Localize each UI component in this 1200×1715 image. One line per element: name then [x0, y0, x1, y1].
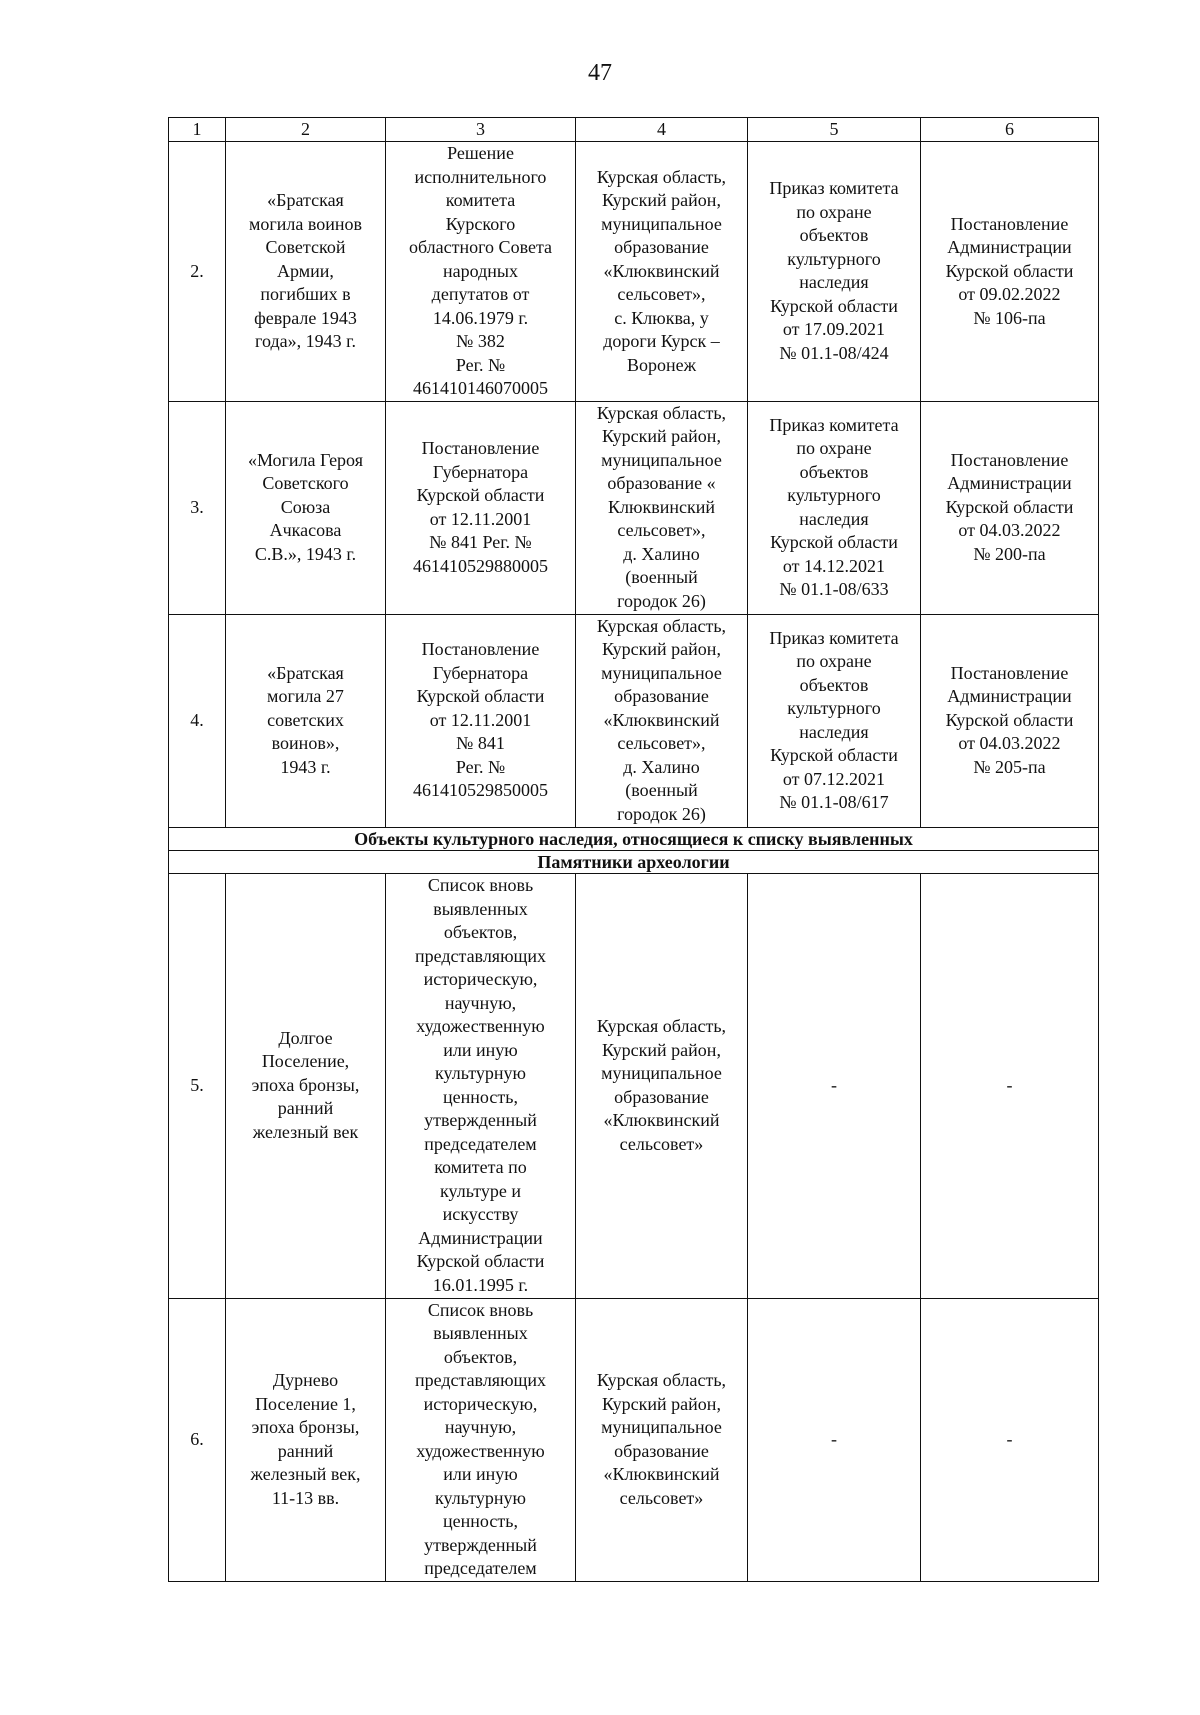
section-heading: Объекты культурного наследия, относящиеся к списку выявленных: [169, 827, 1099, 850]
object-name: «Братская могила 27 советских воинов», 1943 г.: [226, 614, 386, 827]
object-location: Курская область, Курский район, муниципальное образование « Клюквинский сельсовет», д. Халино (военный городок 26): [576, 401, 748, 614]
administration-resolution: Постановление Администрации Курской области от 09.02.2022 № 106-па: [921, 142, 1099, 402]
object-location: Курская область, Курский район, муниципальное образование «Клюквинский сельсовет»: [576, 873, 748, 1298]
table-row: [169, 614, 1099, 827]
page-number: 47: [588, 60, 612, 86]
committee-order: -: [748, 1298, 921, 1581]
registration-decision: Постановление Губернатора Курской области от 12.11.2001 № 841 Рег. № 461410529880005: [386, 401, 576, 614]
committee-order: Приказ комитета по охране объектов культурного наследия Курской области от 14.12.2021 № 01.1-08/633: [748, 401, 921, 614]
table-row: [169, 873, 1099, 1298]
registration-decision: Постановление Губернатора Курской области от 12.11.2001 № 841 Рег. № 461410529850005: [386, 614, 576, 827]
section-heading-row: [169, 827, 1099, 850]
committee-order: -: [748, 873, 921, 1298]
committee-order: Приказ комитета по охране объектов культурного наследия Курской области от 17.09.2021 № 01.1-08/424: [748, 142, 921, 402]
object-name: Долгое Поселение, эпоха бронзы, ранний железный век: [226, 873, 386, 1298]
row-number: 5.: [169, 873, 226, 1298]
object-location: Курская область, Курский район, муниципальное образование «Клюквинский сельсовет»: [576, 1298, 748, 1581]
table-row: [169, 401, 1099, 614]
row-number: 3.: [169, 401, 226, 614]
column-number: 2: [226, 118, 386, 142]
object-location: Курская область, Курский район, муниципальное образование «Клюквинский сельсовет», с. Клюква, у дороги Курск – Воронеж: [576, 142, 748, 402]
administration-resolution: -: [921, 873, 1099, 1298]
row-number: 4.: [169, 614, 226, 827]
row-number: 2.: [169, 142, 226, 402]
committee-order: Приказ комитета по охране объектов культурного наследия Курской области от 07.12.2021 № 01.1-08/617: [748, 614, 921, 827]
heritage-objects-table: [168, 117, 1099, 1582]
column-number: 6: [921, 118, 1099, 142]
subsection-heading-row: [169, 850, 1099, 873]
administration-resolution: Постановление Администрации Курской области от 04.03.2022 № 205-па: [921, 614, 1099, 827]
object-name: Дурнево Поселение 1, эпоха бронзы, ранний железный век, 11-13 вв.: [226, 1298, 386, 1581]
column-number: 1: [169, 118, 226, 142]
column-number: 4: [576, 118, 748, 142]
registration-decision: Список вновь выявленных объектов, представляющих историческую, научную, художественную или иную культурную ценность, утвержденный председателем комитета по культуре и искусству Администрации Курской области 16.01.1995 г.: [386, 873, 576, 1298]
registration-decision: Список вновь выявленных объектов, представляющих историческую, научную, художественную или иную культурную ценность, утвержденный председателем: [386, 1298, 576, 1581]
object-name: «Братская могила воинов Советской Армии, погибших в феврале 1943 года», 1943 г.: [226, 142, 386, 402]
table-row: [169, 1298, 1099, 1581]
column-number: 5: [748, 118, 921, 142]
administration-resolution: Постановление Администрации Курской области от 04.03.2022 № 200-па: [921, 401, 1099, 614]
subsection-heading: Памятники археологии: [169, 850, 1099, 873]
administration-resolution: -: [921, 1298, 1099, 1581]
registration-decision: Решение исполнительного комитета Курского областного Совета народных депутатов от 14.06.1979 г. № 382 Рег. № 461410146070005: [386, 142, 576, 402]
table-row: [169, 142, 1099, 402]
column-number: 3: [386, 118, 576, 142]
object-name: «Могила Героя Советского Союза Ачкасова С.В.», 1943 г.: [226, 401, 386, 614]
object-location: Курская область, Курский район, муниципальное образование «Клюквинский сельсовет», д. Халино (военный городок 26): [576, 614, 748, 827]
column-number-row: [169, 118, 1099, 142]
row-number: 6.: [169, 1298, 226, 1581]
